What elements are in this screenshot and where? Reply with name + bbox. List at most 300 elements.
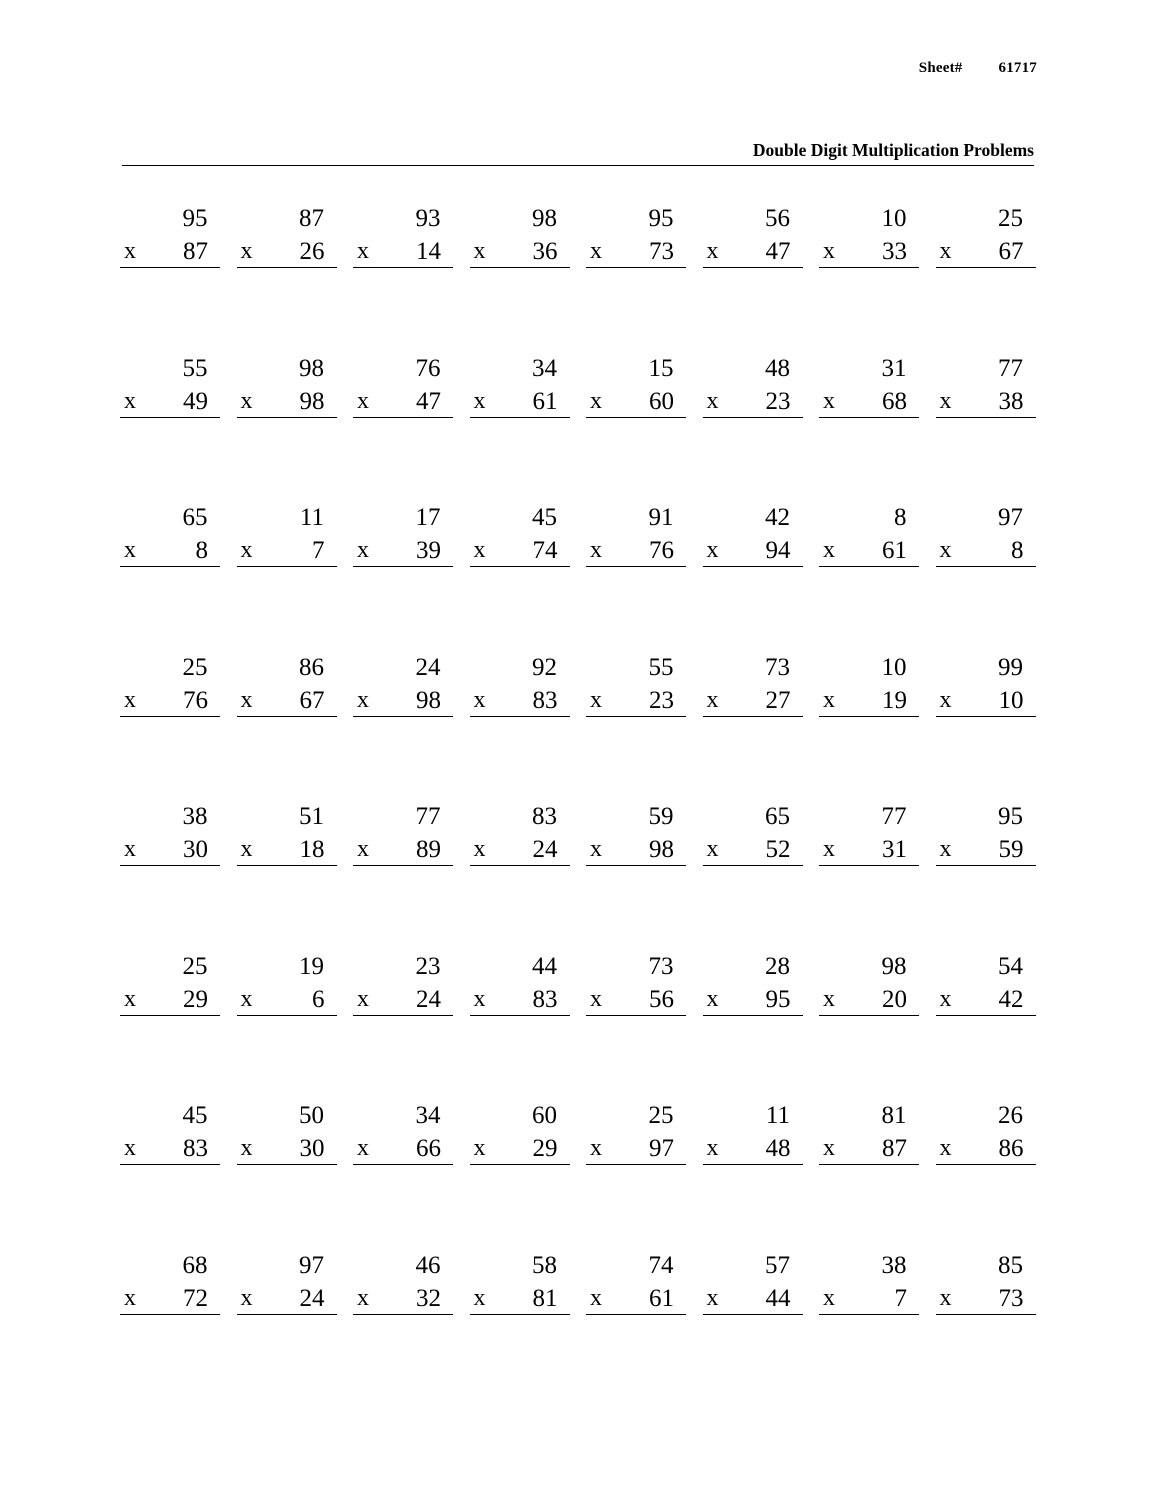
multiply-operator: x [473,238,486,264]
multiply-operator: x [939,686,952,713]
problem-cell [229,1253,346,1403]
multiplier: 8 [195,537,208,564]
operation-line [819,688,919,717]
operation-line [819,239,919,268]
multiplier: 24 [299,1284,325,1312]
multiplier: 83 [183,1135,208,1162]
multiply-operator: x [590,1284,602,1311]
problem-cell [811,505,928,655]
operation-line [237,1286,337,1315]
multiplier: 36 [532,238,558,265]
multiply-operator: x [590,238,602,264]
multiply-operator: x [939,238,952,264]
multiplicand: 77 [998,354,1023,382]
operation-line [470,1286,570,1315]
multiplicand: 97 [998,504,1023,531]
multiplier: 95 [765,985,791,1013]
multiplier: 30 [183,836,208,863]
problem-cell [578,804,695,954]
multiply-operator: x [473,1135,486,1161]
problem-grid [112,206,1044,1402]
multiplier: 73 [998,1284,1024,1312]
multiplier: 47 [416,387,441,415]
multiplicand: 55 [182,354,208,382]
operation-line [936,837,1036,866]
problem-cell [811,206,928,356]
multiply-operator: x [939,387,952,414]
multiply-operator: x [939,1284,952,1311]
multiply-operator: x [124,238,136,264]
operation-line [353,688,453,717]
multiplier: 59 [998,836,1024,863]
operation-line [120,389,220,418]
problem-cell [811,1103,928,1253]
multiplier: 23 [765,387,791,415]
multiply-operator: x [706,985,719,1012]
multiplier: 27 [765,686,791,714]
multiplicand: 55 [648,653,674,681]
operation-line [470,239,570,268]
multiplicand: 23 [415,952,441,980]
multiplicand: 8 [894,504,907,531]
multiplicand: 81 [881,1102,907,1129]
multiplier: 6 [312,985,325,1013]
multiplier: 23 [649,686,674,714]
multiply-operator: x [473,1284,486,1311]
operation-line [819,1286,919,1315]
multiplier: 30 [299,1135,325,1162]
multiplicand: 85 [998,1251,1023,1279]
multiplicand: 24 [415,653,441,681]
multiply-operator: x [939,836,952,862]
multiplier: 7 [312,537,325,564]
multiplicand: 93 [415,205,441,232]
page-title: Double Digit Multiplication Problems [752,140,1034,160]
multiplicand: 95 [648,205,674,232]
problem-cell [811,356,928,506]
operation-line [703,1136,803,1165]
multiplicand: 54 [998,952,1023,980]
multiplier: 83 [532,985,558,1013]
multiplicand: 19 [299,952,324,980]
multiply-operator: x [590,1135,602,1161]
operation-line [936,1286,1036,1315]
multiplicand: 11 [299,504,324,531]
multiplicand: 31 [881,354,907,382]
multiply-operator: x [823,1284,835,1311]
title-divider [122,165,1034,166]
multiplicand: 46 [415,1251,441,1279]
multiplicand: 65 [182,504,208,531]
problem-cell [578,356,695,506]
problem-cell [462,1253,579,1403]
operation-line [470,538,570,567]
multiplicand: 59 [648,803,674,830]
multiply-operator: x [590,686,602,713]
multiplier: 19 [882,686,907,714]
multiplicand: 73 [648,952,674,980]
multiplier: 38 [998,387,1024,415]
problem-row [112,954,1044,1104]
problem-cell [112,804,229,954]
operation-line [353,239,453,268]
multiply-operator: x [823,537,835,563]
multiplier: 10 [998,686,1024,714]
multiplicand: 51 [299,803,324,830]
multiplicand: 10 [881,205,907,232]
multiply-operator: x [590,537,602,563]
operation-line [703,987,803,1016]
problem-cell [229,954,346,1104]
operation-line [819,837,919,866]
multiplier: 48 [765,1135,791,1162]
problem-cell [462,356,579,506]
problem-cell [695,804,812,954]
multiply-operator: x [706,238,719,264]
multiplier: 83 [532,686,558,714]
operation-line [470,389,570,418]
multiplier: 67 [998,238,1024,265]
multiplicand: 83 [532,803,557,830]
multiply-operator: x [590,985,602,1012]
operation-line [470,987,570,1016]
operation-line [819,1136,919,1165]
multiply-operator: x [706,387,719,414]
multiplicand: 50 [299,1102,324,1129]
multiplier: 98 [416,686,441,714]
operation-line [936,239,1036,268]
problem-cell [345,954,462,1104]
multiply-operator: x [939,537,952,563]
problem-cell [695,655,812,805]
multiplicand: 48 [765,354,790,382]
multiply-operator: x [124,1284,136,1311]
multiplier: 39 [416,537,441,564]
multiplicand: 87 [299,205,324,232]
operation-line [819,538,919,567]
problem-cell [578,655,695,805]
problem-cell [229,356,346,506]
problem-cell [928,505,1045,655]
operation-line [120,1286,220,1315]
multiplier: 98 [649,836,674,863]
multiplicand: 99 [998,653,1023,681]
operation-line [936,1136,1036,1165]
sheet-number: 61717 [998,60,1037,76]
problem-cell [462,206,579,356]
multiplier: 87 [183,238,208,265]
multiplicand: 98 [532,205,557,232]
sheet-header [919,60,1037,77]
multiply-operator: x [939,1135,952,1161]
multiplicand: 74 [648,1251,674,1279]
multiplicand: 77 [415,803,441,830]
multiplicand: 25 [182,653,208,681]
multiply-operator: x [590,387,602,414]
problem-cell [928,655,1045,805]
multiplier: 26 [299,238,325,265]
multiplicand: 45 [532,504,557,531]
multiplicand: 44 [532,952,557,980]
multiplier: 24 [532,836,558,863]
multiplicand: 56 [765,205,790,232]
multiplier: 76 [183,686,208,714]
problem-cell [229,804,346,954]
multiplicand: 97 [299,1251,324,1279]
multiplier: 72 [183,1284,208,1312]
problem-cell [345,206,462,356]
multiplier: 44 [765,1284,791,1312]
operation-line [936,688,1036,717]
operation-line [586,987,686,1016]
multiplier: 33 [882,238,907,265]
multiplier: 98 [299,387,325,415]
operation-line [120,987,220,1016]
multiplicand: 65 [765,803,790,830]
multiplicand: 25 [182,952,208,980]
multiplicand: 25 [998,205,1023,232]
multiply-operator: x [357,1284,369,1311]
operation-line [586,1136,686,1165]
problem-row [112,1253,1044,1403]
problem-cell [695,1253,812,1403]
multiply-operator: x [124,1135,136,1161]
operation-line [470,837,570,866]
operation-line [819,389,919,418]
problem-cell [928,206,1045,356]
operation-line [353,538,453,567]
multiplicand: 57 [765,1251,790,1279]
operation-line [703,538,803,567]
multiplier: 47 [765,238,791,265]
multiplicand: 91 [648,504,674,531]
operation-line [237,837,337,866]
multiplicand: 68 [182,1251,208,1279]
operation-line [237,688,337,717]
problem-row [112,356,1044,506]
multiply-operator: x [240,1284,253,1311]
operation-line [237,1136,337,1165]
multiplier: 7 [894,1284,907,1312]
multiplier: 20 [882,985,907,1013]
operation-line [819,987,919,1016]
multiplier: 29 [183,985,208,1013]
multiplier: 29 [532,1135,558,1162]
problem-cell [345,505,462,655]
problem-cell [695,954,812,1104]
problem-row [112,206,1044,356]
operation-line [586,538,686,567]
multiplier: 56 [649,985,674,1013]
multiply-operator: x [473,836,486,862]
multiply-operator: x [357,836,369,862]
operation-line [353,389,453,418]
multiplicand: 58 [532,1251,557,1279]
sheet-label: Sheet# [918,60,963,76]
multiplicand: 38 [881,1251,907,1279]
multiplier: 32 [416,1284,441,1312]
multiplicand: 98 [881,952,907,980]
operation-line [586,837,686,866]
multiplier: 89 [416,836,441,863]
multiply-operator: x [240,686,253,713]
multiplier: 68 [882,387,907,415]
multiplier: 60 [649,387,674,415]
multiplicand: 17 [415,504,441,531]
operation-line [936,987,1036,1016]
operation-line [120,688,220,717]
multiply-operator: x [124,985,136,1012]
problem-row [112,655,1044,805]
problem-row [112,804,1044,954]
problem-cell [345,655,462,805]
problem-cell [229,505,346,655]
multiply-operator: x [590,836,602,862]
problem-cell [811,1253,928,1403]
operation-line [353,1286,453,1315]
operation-line [237,987,337,1016]
multiplicand: 25 [648,1102,674,1129]
multiplicand: 95 [998,803,1023,830]
multiplicand: 95 [182,205,208,232]
problem-cell [112,206,229,356]
multiply-operator: x [706,1284,719,1311]
multiply-operator: x [823,985,835,1012]
multiplicand: 34 [532,354,557,382]
multiply-operator: x [939,985,952,1012]
problem-cell [462,1103,579,1253]
problem-cell [462,655,579,805]
multiplier: 61 [532,387,558,415]
multiplicand: 77 [881,803,907,830]
problem-cell [578,954,695,1104]
problem-cell [578,206,695,356]
problem-cell [462,804,579,954]
operation-line [237,239,337,268]
multiplier: 73 [649,238,674,265]
operation-line [586,389,686,418]
multiply-operator: x [823,238,835,264]
operation-line [703,389,803,418]
problem-cell [112,954,229,1104]
multiplier: 52 [765,836,791,863]
multiplicand: 38 [182,803,208,830]
problem-cell [695,505,812,655]
title-block [122,140,1034,166]
multiplier: 8 [1011,537,1024,564]
multiplicand: 42 [765,504,790,531]
problem-cell [345,1103,462,1253]
operation-line [353,987,453,1016]
operation-line [703,1286,803,1315]
multiplier: 49 [183,387,208,415]
multiplier: 86 [998,1135,1024,1162]
multiplicand: 60 [532,1102,557,1129]
operation-line [936,538,1036,567]
operation-line [703,688,803,717]
multiply-operator: x [357,387,369,414]
multiply-operator: x [357,1135,369,1161]
problem-cell [229,206,346,356]
multiplier: 66 [416,1135,441,1162]
problem-cell [112,505,229,655]
problem-row [112,1103,1044,1253]
operation-line [586,1286,686,1315]
multiplier: 74 [532,537,558,564]
multiply-operator: x [124,686,136,713]
operation-line [237,538,337,567]
multiply-operator: x [240,836,253,862]
multiply-operator: x [357,686,369,713]
operation-line [120,837,220,866]
multiplicand: 45 [182,1102,208,1129]
multiplicand: 76 [415,354,441,382]
problem-cell [811,954,928,1104]
multiplier: 14 [416,238,441,265]
multiply-operator: x [357,537,369,563]
multiply-operator: x [473,537,486,563]
problem-cell [928,1253,1045,1403]
multiplicand: 11 [765,1102,790,1129]
problem-cell [345,804,462,954]
multiply-operator: x [706,836,719,862]
problem-cell [928,804,1045,954]
multiplicand: 15 [648,354,674,382]
problem-cell [928,1103,1045,1253]
multiplier: 42 [998,985,1024,1013]
multiply-operator: x [823,836,835,862]
multiplier: 31 [882,836,907,863]
multiply-operator: x [473,387,486,414]
operation-line [470,1136,570,1165]
multiplier: 18 [299,836,325,863]
multiplier: 61 [649,1284,674,1312]
multiply-operator: x [706,537,719,563]
problem-cell [928,954,1045,1104]
problem-cell [695,1103,812,1253]
multiplier: 81 [532,1284,558,1312]
operation-line [237,389,337,418]
problem-row [112,505,1044,655]
problem-cell [112,655,229,805]
problem-cell [462,505,579,655]
multiplier: 24 [416,985,441,1013]
multiply-operator: x [823,1135,835,1161]
problem-cell [811,804,928,954]
problem-cell [578,1253,695,1403]
problem-cell [578,505,695,655]
problem-cell [695,356,812,506]
multiplicand: 28 [765,952,790,980]
multiplicand: 10 [881,653,907,681]
problem-cell [229,1103,346,1253]
problem-cell [695,206,812,356]
problem-cell [462,954,579,1104]
multiply-operator: x [473,686,486,713]
problem-cell [112,356,229,506]
operation-line [936,389,1036,418]
multiplier: 67 [299,686,325,714]
multiplicand: 92 [532,653,557,681]
multiply-operator: x [240,985,253,1012]
multiply-operator: x [706,686,719,713]
multiplicand: 86 [299,653,324,681]
problem-cell [928,356,1045,506]
multiplicand: 34 [415,1102,441,1129]
problem-cell [229,655,346,805]
problem-cell [345,356,462,506]
multiplicand: 98 [299,354,324,382]
